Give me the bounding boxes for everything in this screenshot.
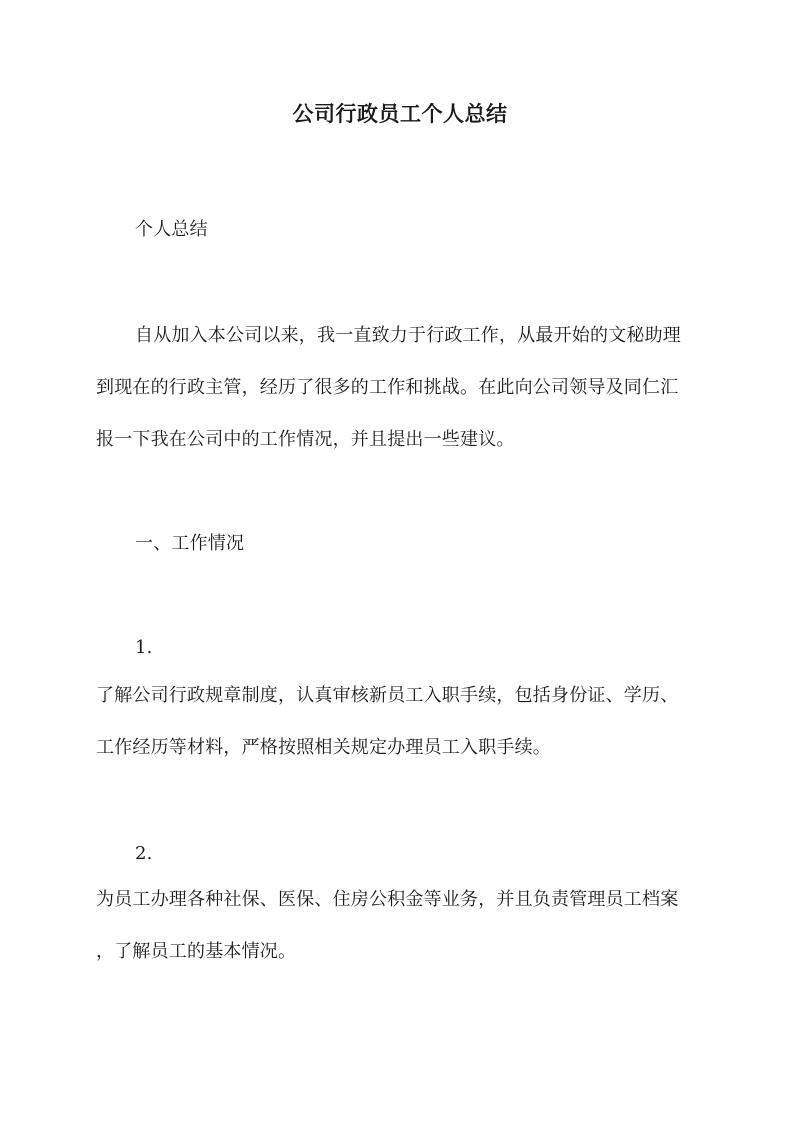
document-title: 公司行政员工个人总结 [292,101,508,126]
item-1-line-2: 工作经历等材料，严格按照相关规定办理员工入职手续。 [96,737,551,758]
intro-line-3: 报一下我在公司中的工作情况，并且提出一些建议。 [96,429,515,450]
item-1-line-1: 了解公司行政规章制度，认真审核新员工入职手续，包括身份证、学历、 [96,685,679,706]
subsection-heading: 一、工作情况 [135,533,245,554]
intro-line-2: 到现在的行政主管，经历了很多的工作和挑战。在此向公司领导及同仁汇 [96,377,679,398]
item-2-number: 2. [135,843,153,864]
item-2-line-1: 为员工办理各种社保、医保、住房公积金等业务，并且负责管理员工档案 [96,889,679,910]
item-1-number: 1. [135,637,153,658]
intro-line-1: 自从加入本公司以来，我一直致力于行政工作，从最开始的文秘助理 [135,325,681,346]
section-heading: 个人总结 [135,219,208,240]
item-2-line-2: ，了解员工的基本情况。 [96,941,297,962]
